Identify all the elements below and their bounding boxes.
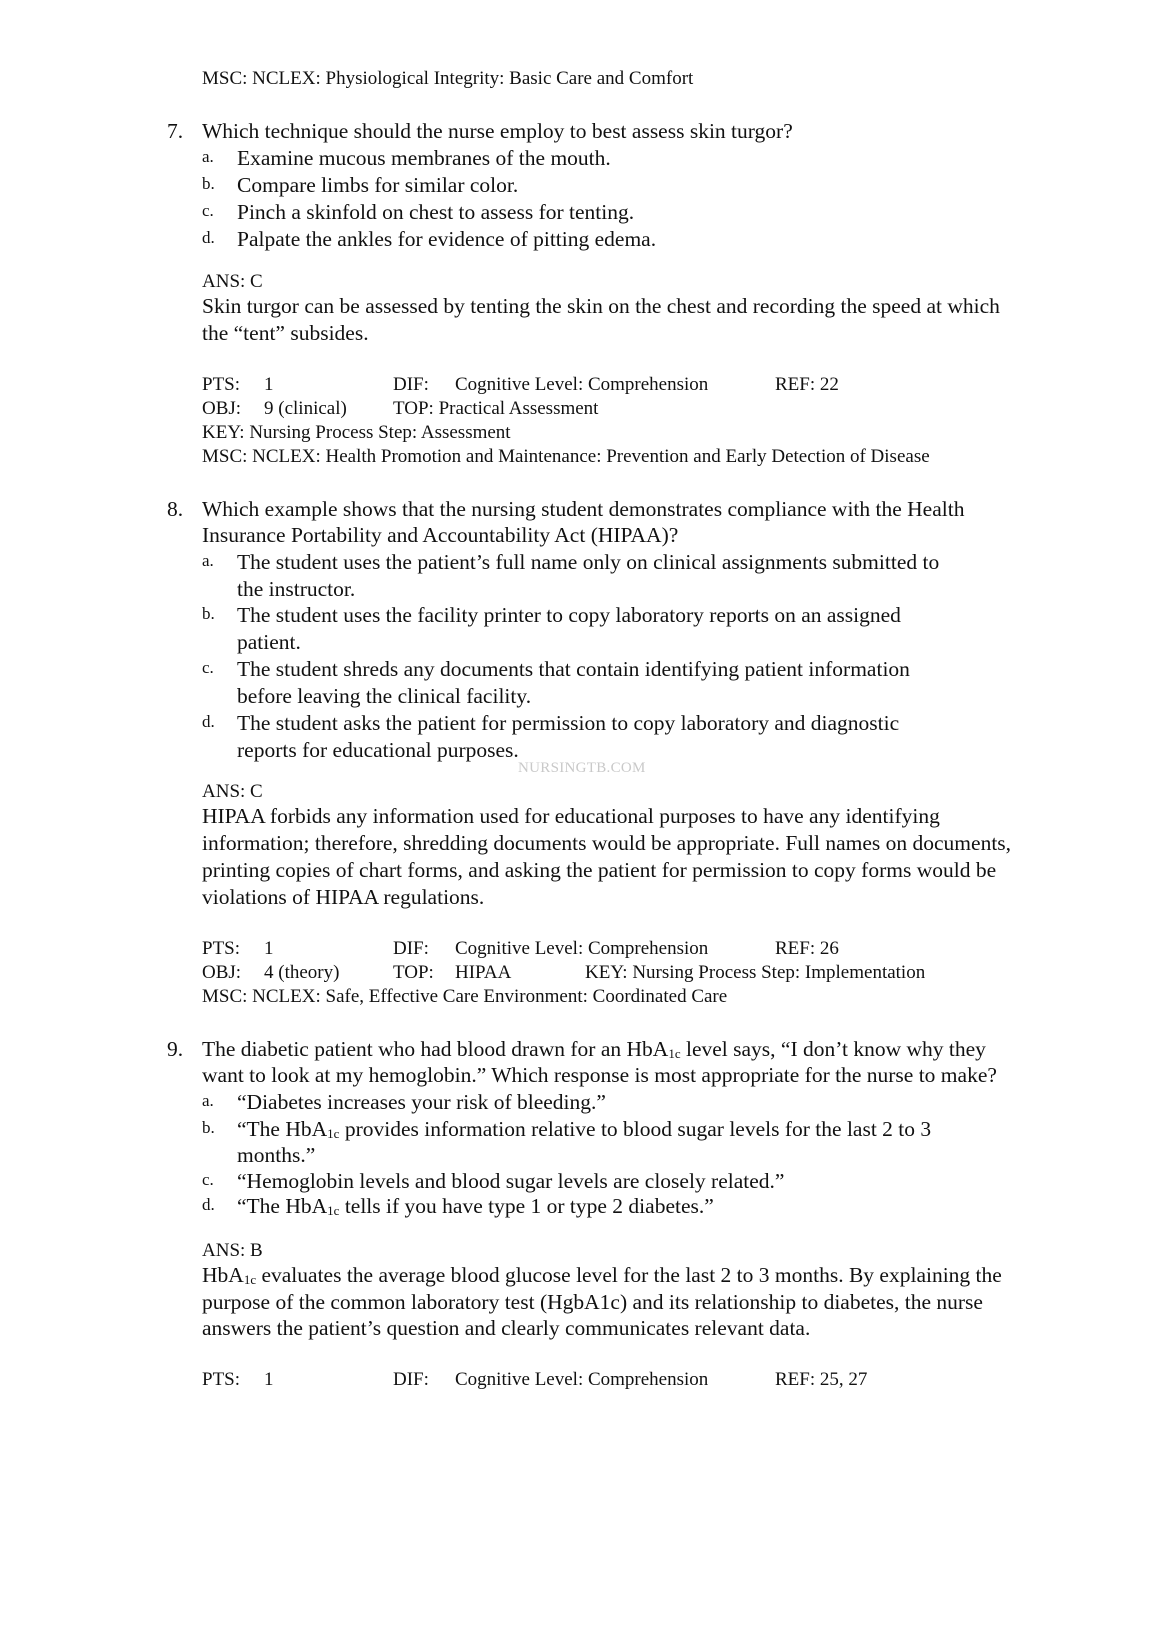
dif-label: DIF: xyxy=(393,1369,429,1390)
question-stem: The diabetic patient who had blood drawn for an HbA$_{1c}$ level says, “I don’t know why they xyxy=(202,1037,986,1061)
obj-label: OBJ: xyxy=(202,962,242,983)
option-text: The student uses the facility printer to copy laboratory reports on an assigned xyxy=(237,603,901,627)
option-text: Compare limbs for similar color. xyxy=(237,173,519,197)
pts-value: 1 xyxy=(264,938,274,959)
option-letter: b. xyxy=(202,604,215,623)
dif-label: DIF: xyxy=(393,374,429,395)
option-text: the instructor. xyxy=(237,577,356,601)
dif-value: Cognitive Level: Comprehension xyxy=(455,374,709,395)
msc: MSC: NCLEX: Health Promotion and Maintenance: Prevention and Early Detection of Disease xyxy=(202,446,930,467)
option-letter: c. xyxy=(202,658,214,677)
pts-label: PTS: xyxy=(202,938,241,959)
rationale-line: answers the patient’s question and clearly communicates relevant data. xyxy=(202,1316,811,1340)
option-text: “The HbA$_{1c}$ provides information relative to blood sugar levels for the last 2 to 3 xyxy=(237,1117,932,1141)
rationale-line: information; therefore, shredding documents would be appropriate. Full names on documents, xyxy=(202,831,1012,855)
pts-label: PTS: xyxy=(202,374,241,395)
option-letter: d. xyxy=(202,1195,215,1214)
option-text: Palpate the ankles for evidence of pitting edema. xyxy=(237,227,657,251)
answer: ANS: C xyxy=(202,271,263,292)
dif-value: Cognitive Level: Comprehension xyxy=(455,938,709,959)
rationale-line: printing copies of chart forms, and asking the patient for permission to copy forms would be xyxy=(202,858,997,882)
option-letter: b. xyxy=(202,1118,215,1137)
question-stem: want to look at my hemoglobin.” Which response is most appropriate for the nurse to make? xyxy=(202,1063,997,1087)
obj-label: OBJ: xyxy=(202,398,242,419)
pts-value: 1 xyxy=(264,374,274,395)
rationale-line: HbA$_{1c}$ evaluates the average blood glucose level for the last 2 to 3 months. By explaining the xyxy=(202,1263,1002,1287)
option-text: “Diabetes increases your risk of bleeding.” xyxy=(237,1090,606,1114)
obj-value: 9 (clinical) xyxy=(264,398,347,419)
option-text: The student shreds any documents that contain identifying patient information xyxy=(237,657,910,681)
option-text: before leaving the clinical facility. xyxy=(237,684,532,708)
option-letter: a. xyxy=(202,551,214,570)
option-text: reports for educational purposes. xyxy=(237,738,519,762)
ref: REF: 22 xyxy=(775,374,839,395)
option-text: Examine mucous membranes of the mouth. xyxy=(237,146,611,170)
rationale-line: the “tent” subsides. xyxy=(202,321,369,345)
option-text: “Hemoglobin levels and blood sugar levels are closely related.” xyxy=(237,1169,785,1193)
option-text: patient. xyxy=(237,630,301,654)
option-letter: a. xyxy=(202,147,214,166)
question-stem: Insurance Portability and Accountability Act (HIPAA)? xyxy=(202,523,679,547)
option-text: The student uses the patient’s full name only on clinical assignments submitted to xyxy=(237,550,940,574)
pts-value: 1 xyxy=(264,1369,274,1390)
msc-line-previous: MSC: NCLEX: Physiological Integrity: Basic Care and Comfort xyxy=(202,68,694,89)
rationale-line: violations of HIPAA regulations. xyxy=(202,885,485,909)
watermark: NURSINGTB.COM xyxy=(518,760,646,776)
option-text: “The HbA$_{1c}$ tells if you have type 1 or type 2 diabetes.” xyxy=(237,1194,714,1218)
key: KEY: Nursing Process Step: Implementation xyxy=(585,962,926,983)
question-number: 7. xyxy=(167,119,184,143)
question-number: 9. xyxy=(167,1037,184,1061)
question-number: 8. xyxy=(167,497,184,521)
option-letter: d. xyxy=(202,228,215,247)
rationale-line: purpose of the common laboratory test (HgbA1c) and its relationship to diabetes, the nurse xyxy=(202,1290,983,1314)
topic-value: HIPAA xyxy=(455,962,512,983)
topic: TOP: Practical Assessment xyxy=(393,398,599,419)
key: KEY: Nursing Process Step: Assessment xyxy=(202,422,511,443)
option-text: months.” xyxy=(237,1143,316,1167)
rationale-line: Skin turgor can be assessed by tenting the skin on the chest and recording the speed at which xyxy=(202,294,1000,318)
option-letter: a. xyxy=(202,1091,214,1110)
question-stem: Which technique should the nurse employ to best assess skin turgor? xyxy=(202,119,793,143)
answer: ANS: C xyxy=(202,781,263,802)
ref: REF: 26 xyxy=(775,938,839,959)
ref: REF: 25, 27 xyxy=(775,1369,868,1390)
dif-label: DIF: xyxy=(393,938,429,959)
msc: MSC: NCLEX: Safe, Effective Care Environment: Coordinated Care xyxy=(202,986,728,1007)
option-letter: b. xyxy=(202,174,215,193)
pts-label: PTS: xyxy=(202,1369,241,1390)
topic-label: TOP: xyxy=(393,962,434,983)
obj-value: 4 (theory) xyxy=(264,962,340,983)
option-text: The student asks the patient for permission to copy laboratory and diagnostic xyxy=(237,711,900,735)
question-stem: Which example shows that the nursing student demonstrates compliance with the Health xyxy=(202,497,965,521)
answer: ANS: B xyxy=(202,1240,263,1261)
option-text: Pinch a skinfold on chest to assess for tenting. xyxy=(237,200,635,224)
rationale-line: HIPAA forbids any information used for educational purposes to have any identifying xyxy=(202,804,940,828)
option-letter: d. xyxy=(202,712,215,731)
option-letter: c. xyxy=(202,1170,214,1189)
option-letter: c. xyxy=(202,201,214,220)
dif-value: Cognitive Level: Comprehension xyxy=(455,1369,709,1390)
